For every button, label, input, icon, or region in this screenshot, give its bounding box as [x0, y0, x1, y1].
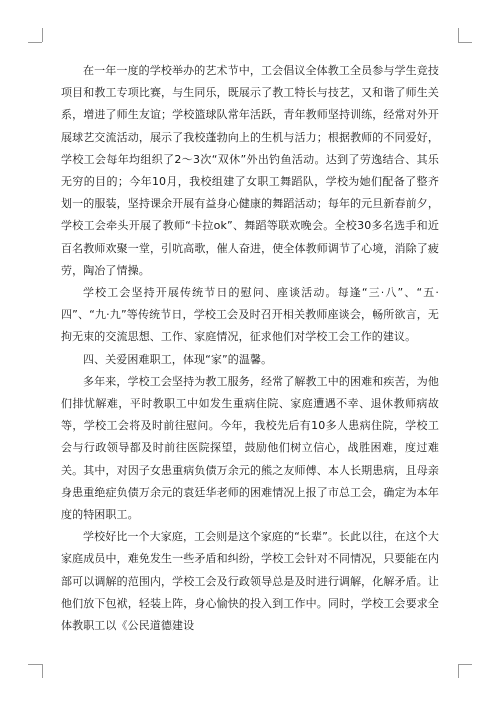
- section-heading-care: 四、关爱困难职工，体现“家”的温馨。: [83, 352, 273, 366]
- paragraph-arts-festival: 在一年一度的学校举办的艺术节中，工会倡议全体教工全员参与学生竞技项目和教工专项比赛，与生同乐，既展示了教工特长与技艺，又和谐了师生关系，增进了师生友谊；学校篮球队常年活跃，青年教师坚持训练，经常对外开展球艺交流活动，展示了我校蓬勃向上的生机与活力；根据教师的不同爱好，学校工会每年均组织了2～3次“双休”外出钓鱼活动。达到了劳逸结合、其乐无穷的目的；今年10月，我校组建了女职工舞蹈队，学校为她们配备了整齐划一的服装，坚持课余开展有益身心健康的舞蹈活动；每年的元旦新春前夕，学校工会牵头开展了教师“卡拉ok”、舞蹈等联欢晚会。全校30多名选手和近百名教师欢聚一堂，引吭高歌，催人奋进，使全体教师调节了心境，消除了疲劳，陶冶了情操。: [61, 64, 439, 277]
- paragraph-care-staff: 多年来，学校工会坚持为教工服务，经常了解教工中的困难和疾苦，为他们排忧解难，平时教职工中如发生重病住院、家庭遭遇不幸、退休教师病故等，学校工会将及时前往慰问。今年，我校先后有10多人患病住院，学校工会与行政领导都及时前往医院探望，鼓励他们树立信心，战胜困难，度过难关。其中，对因子女患重病负债万余元的熊之友师傅、本人长期患病，且母亲身患重绝症负债万余元的袁廷华老师的困难情况上报了市总工会，确定为本年度的特困职工。: [61, 374, 439, 522]
- paragraph-big-family: 学校好比一个大家庭，工会则是这个家庭的“长辈”。长此以往，在这个大家庭成员中，难免发生一些矛盾和纠纷，学校工会针对不同情况，只要能在内部可以调解的范围内，学校工会及行政领导总是及时进行调解，化解矛盾。让他们放下包袱，轻装上阵，身心愉快的投入到工作中。同时，学校工会要求全体教职工以《公民道德建设: [61, 530, 439, 633]
- document-body: [61, 60, 439, 637]
- paragraph-festival-visits: 学校工会坚持开展传统节日的慰问、座谈活动。每逢“三·八”、“五·四”、“九·九”等传统节日，学校工会及时召开相关教师座谈会，畅所欲言，无拘无束的交流思想、工作、家庭情况，征求他们对学校工会工作的建议。: [61, 286, 439, 344]
